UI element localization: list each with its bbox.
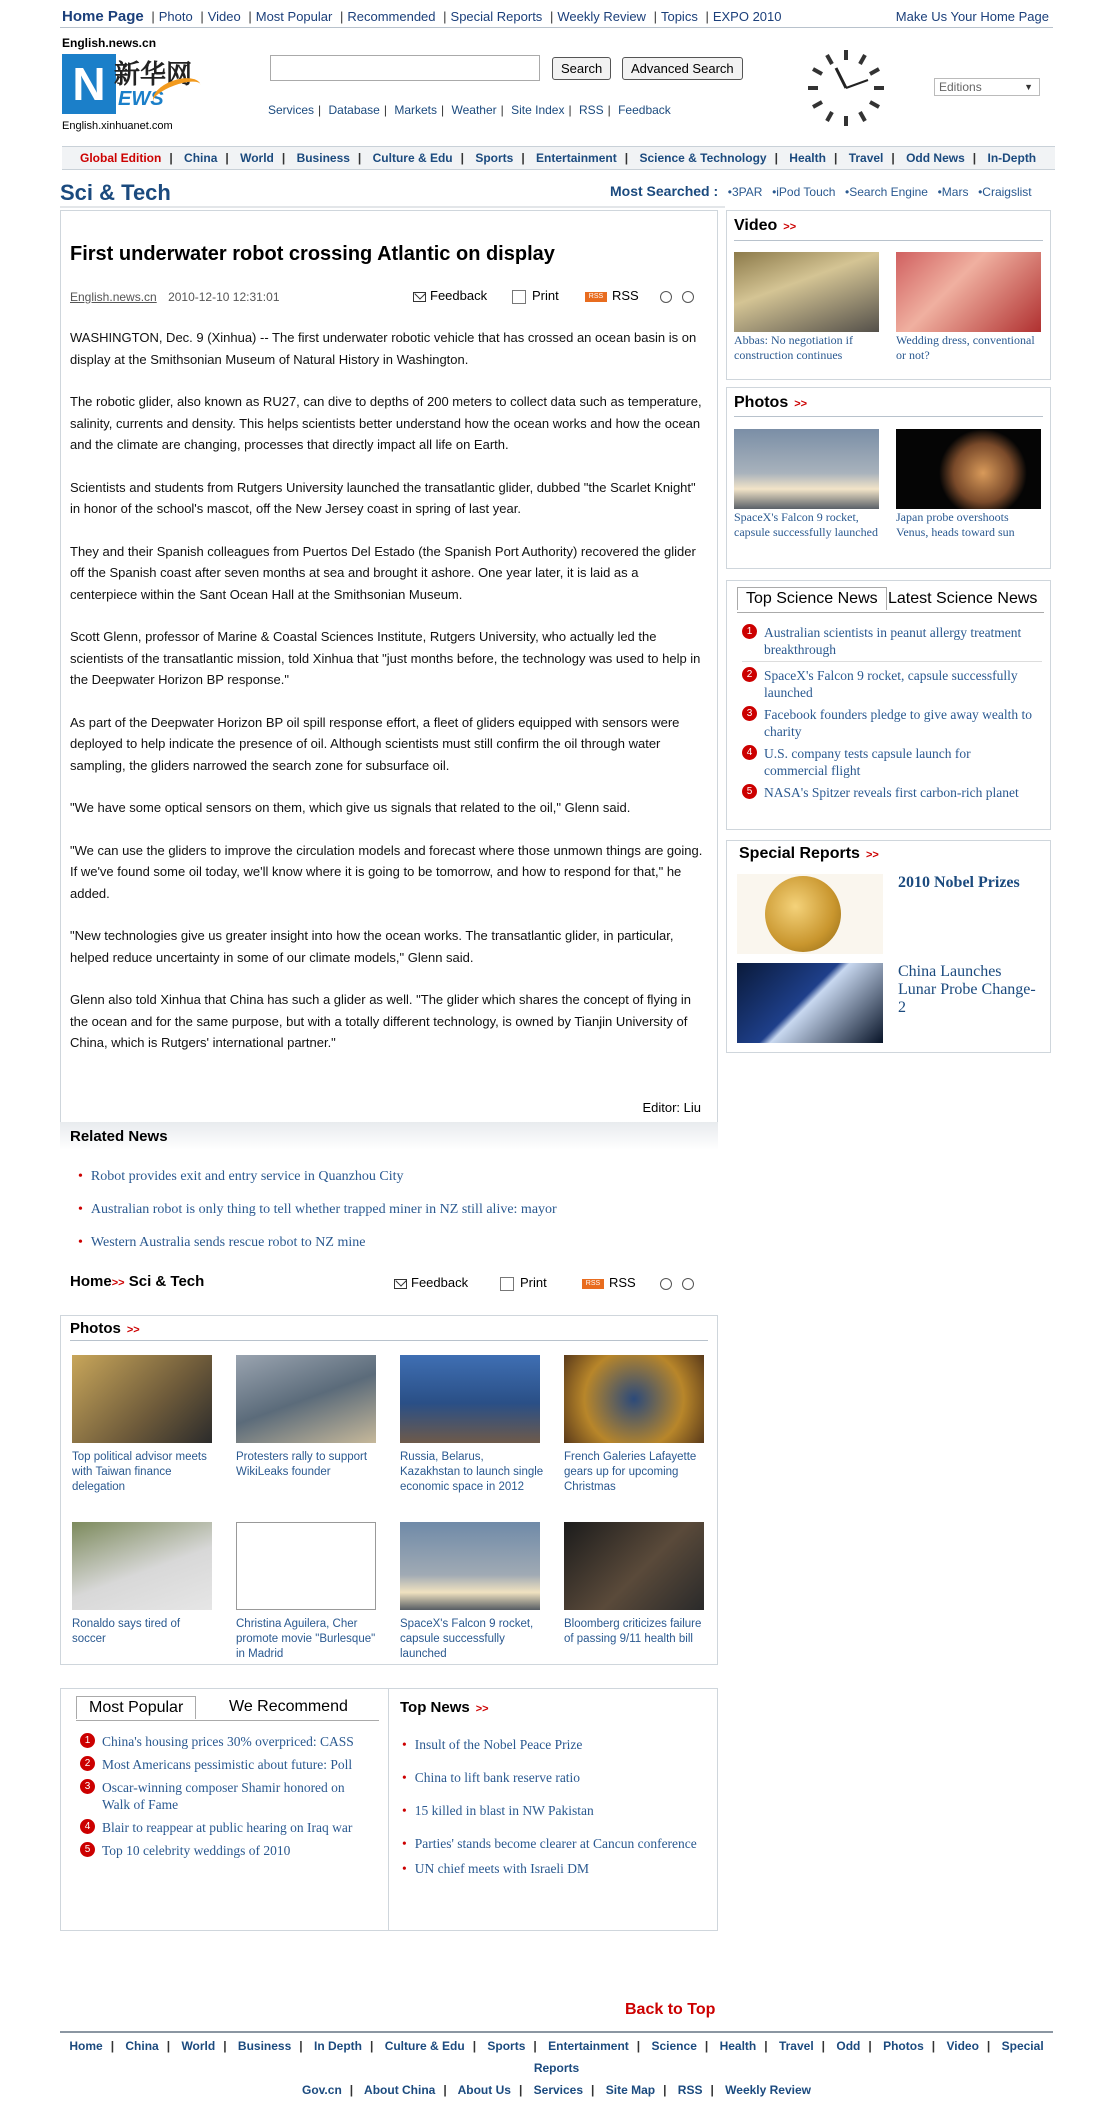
footer-link[interactable]: RSS (677, 2083, 703, 2097)
category-bar: Global Edition | China | World | Business | Culture & Edu | Sports | Entertainment | Science & Technology | Health | Travel | Odd News | In-Depth (62, 146, 1055, 170)
footer-link[interactable]: Health (719, 2039, 757, 2053)
list-item (402, 1736, 707, 1753)
topnav-photo[interactable]: Photo (158, 9, 193, 24)
search-input[interactable] (270, 55, 540, 81)
topnav-most-popular[interactable]: Most Popular (255, 9, 333, 24)
footer-link[interactable]: Culture & Edu (384, 2039, 465, 2053)
rss-label: RSS (609, 1275, 636, 1290)
rank-badge: 2 (80, 1756, 95, 1771)
footer-link[interactable]: Video (946, 2039, 979, 2053)
back-to-top-link[interactable]: Back to Top (625, 2001, 716, 2018)
popular-link[interactable]: Blair to reappear at public hearing on Iraq war (102, 1820, 353, 1835)
bullet-icon: • (402, 1770, 407, 1785)
tab-underline (76, 1720, 379, 1721)
article-date: 2010-12-10 12:31:01 (168, 290, 280, 304)
print-icon (512, 290, 526, 304)
popular-link[interactable]: China's housing prices 30% overpriced: CASS (102, 1734, 354, 1749)
cat-global-edition[interactable]: Global Edition (80, 151, 162, 165)
article-paragraph: Scientists and students from Rutgers University launched the transatlantic glider, dubbed "the Scarlet Knight" in honor of the school's mascot, off the New Jersey coast in spring of last year. (70, 479, 696, 516)
print-label: Print (520, 1275, 547, 1290)
cat-sports[interactable]: Sports (475, 151, 514, 165)
list-item (80, 1819, 380, 1836)
photos-title (70, 1320, 140, 1337)
footer-link[interactable]: Home (69, 2039, 103, 2053)
feedback-label: Feedback (430, 288, 488, 303)
cat-world[interactable]: World (240, 151, 274, 165)
feedback-label: Feedback (411, 1275, 469, 1290)
double-arrow-icon: >> (111, 1277, 125, 1289)
photos-title-text: Photos (70, 1320, 121, 1337)
list-item (742, 624, 1042, 662)
footer-row: Gov.cn | About China | About Us | Services | Site Map | RSS | Weekly Review (301, 2083, 811, 2097)
list-item (402, 1835, 707, 1852)
most-searched-item[interactable]: •iPod Touch (772, 185, 836, 199)
list-item (402, 1860, 707, 1877)
bullet-icon: • (402, 1861, 407, 1876)
cat-health[interactable]: Health (789, 151, 826, 165)
logo-n: N (62, 54, 116, 114)
site-logo[interactable] (62, 36, 192, 134)
envelope-icon (394, 1279, 407, 1289)
science-link[interactable]: Facebook founders pledge to give away wealth to charity (764, 707, 1033, 739)
divider (734, 240, 1043, 241)
top-news-title-text: Top News (400, 1699, 470, 1716)
photo-thumb[interactable] (400, 1355, 540, 1443)
tab-underline (737, 612, 1044, 613)
related-link[interactable]: Australian robot is only thing to tell whether trapped miner in NZ still alive: mayor (90, 1202, 557, 1217)
tab-most-popular[interactable]: Most Popular (76, 1696, 196, 1719)
rank-badge: 2 (742, 667, 757, 682)
video-thumb[interactable] (896, 252, 1041, 332)
photo-caption[interactable]: Russia, Belarus, Kazakhstan to launch single economic space in 2012 (400, 1451, 544, 1493)
cat-in-depth[interactable]: In-Depth (987, 151, 1037, 165)
topnav-special-reports[interactable]: Special Reports (450, 9, 543, 24)
article-paragraph: The robotic glider, also known as RU27, can dive to depths of 200 meters to collect data such as temperature, salinity, currents and density. This helps scientists better understand how the ocean works and how the ocean and the climate are changing, processes that directly impact all life on Earth. (70, 394, 702, 452)
print-label: Print (532, 288, 559, 303)
related-news-list (78, 1160, 557, 1259)
editions-label: Editions (939, 80, 982, 94)
side-photos-title-text: Photos (734, 394, 789, 411)
service-link[interactable]: Markets (394, 103, 438, 117)
topnav-topics[interactable]: Topics (660, 9, 698, 24)
article-paragraph: They and their Spanish colleagues from Puertos Del Estado (the Spanish Port Authority) recovered the glider off the Spanish coast after seven months at sea and brought it ashore. One year later, it is laid as a centerpiece within the Sant Ocean Hall at the Smithsonian Museum. (70, 543, 696, 602)
related-news-title: Related News (70, 1128, 168, 1145)
related-link[interactable]: Western Australia sends rescue robot to NZ mine (90, 1235, 366, 1250)
popular-link[interactable]: Top 10 celebrity weddings of 2010 (102, 1843, 291, 1858)
photo-thumb[interactable] (236, 1522, 376, 1610)
editions-select[interactable] (934, 78, 1040, 96)
zoom-out-icon[interactable] (682, 291, 694, 303)
list-item (80, 1779, 380, 1813)
footer-nav (60, 2035, 1053, 2101)
footer-link[interactable]: Photos (883, 2039, 924, 2053)
list-item (742, 706, 1042, 740)
section-title: Sci & Tech (60, 180, 171, 205)
list-item (742, 784, 1042, 801)
tab-latest-science-news[interactable]: Latest Science News (888, 590, 1038, 607)
rss-icon: RSS (582, 1279, 604, 1289)
clock-icon (806, 48, 886, 128)
logo-site-name: English.news.cn (62, 36, 157, 50)
list-item (80, 1756, 380, 1773)
special-report-link[interactable]: 2010 Nobel Prizes (898, 874, 1020, 891)
footer-link[interactable]: Gov.cn (301, 2083, 342, 2097)
double-arrow-icon: >> (865, 849, 879, 861)
top-divider (60, 27, 1053, 28)
search-button[interactable]: Search (552, 57, 611, 80)
article-title: First underwater robot crossing Atlantic on display (70, 243, 555, 265)
article-paragraph: "We can use the gliders to improve the circulation models and forecast where those unmown things are going. If we've found some oil today, we'll know where it is going to be tomorrow, and how to respond for that," he added. (70, 842, 703, 901)
article-paragraph: "We have some optical sensors on them, which give us signals that related to the oil," Glenn said. (70, 800, 631, 815)
top-news-list (402, 1736, 707, 1877)
special-reports-title (739, 845, 879, 863)
divider (734, 416, 1043, 417)
special-report-thumb[interactable] (737, 963, 883, 1043)
rank-badge: 5 (742, 784, 757, 799)
footer-link[interactable]: Services (533, 2083, 584, 2097)
most-searched-item[interactable]: •Search Engine (845, 185, 928, 199)
bullet-icon: • (402, 1737, 407, 1752)
footer-link[interactable]: China (125, 2039, 159, 2053)
cat-business[interactable]: Business (296, 151, 350, 165)
side-photo-thumb[interactable] (734, 429, 879, 509)
related-news-header (60, 1122, 718, 1150)
footer-link[interactable]: Site Map (605, 2083, 656, 2097)
top-nav: Home Page | Photo | Video | Most Popular | Recommended | Special Reports | Weekly Review | Topics | EXPO 2010 (62, 8, 782, 25)
cat-travel[interactable]: Travel (848, 151, 884, 165)
zoom-in-icon[interactable] (660, 291, 672, 303)
print-icon (500, 1277, 514, 1291)
photo-thumb[interactable] (72, 1355, 212, 1443)
most-popular-list (80, 1733, 380, 1865)
footer-link[interactable]: Odd (836, 2039, 861, 2053)
topnav-recommended[interactable]: Recommended (347, 9, 436, 24)
top-news-link[interactable]: Parties' stands become clearer at Cancun conference (414, 1836, 697, 1851)
cat-odd-news[interactable]: Odd News (906, 151, 965, 165)
list-item (742, 745, 1042, 779)
photo-thumb[interactable] (72, 1522, 212, 1610)
service-link[interactable]: Feedback (618, 103, 671, 117)
top-news-link[interactable]: UN chief meets with Israeli DM (414, 1861, 590, 1876)
service-link[interactable]: Weather (451, 103, 497, 117)
rank-badge: 1 (80, 1733, 95, 1748)
side-photos-title (734, 394, 807, 412)
list-item (80, 1733, 380, 1750)
tab-top-science-news[interactable]: Top Science News (737, 587, 887, 610)
cat-science[interactable]: Science & Technology (639, 151, 767, 165)
rss-tool[interactable] (582, 1275, 636, 1290)
cat-entertainment[interactable]: Entertainment (536, 151, 617, 165)
video-title (734, 217, 796, 235)
bullet-icon: • (78, 1202, 83, 1217)
list-item (78, 1226, 557, 1259)
related-link[interactable]: Robot provides exit and entry service in Quanzhou City (90, 1169, 404, 1184)
most-searched-item[interactable]: •3PAR (727, 185, 763, 199)
double-arrow-icon: >> (783, 221, 797, 233)
footer-link[interactable]: About Us (457, 2083, 511, 2097)
photo-caption[interactable]: Bloomberg criticizes failure of passing 9/11 health bill (564, 1618, 702, 1645)
side-photo-caption[interactable]: Japan probe overshoots Venus, heads toward sun (896, 510, 1015, 539)
envelope-icon (413, 292, 426, 302)
list-item (402, 1802, 707, 1819)
service-links: Services | Database | Markets | Weather | Site Index | RSS | Feedback (268, 103, 671, 117)
divider (70, 1340, 708, 1341)
photo-caption[interactable]: Christina Aguilera, Cher promote movie "Burlesque" in Madrid (236, 1618, 376, 1660)
video-caption[interactable]: Wedding dress, conventional or not? (896, 333, 1035, 362)
rss-label: RSS (612, 288, 639, 303)
most-searched-item[interactable]: •Mars (937, 185, 969, 199)
zoom-tools (650, 1275, 694, 1290)
photo-thumb[interactable] (400, 1522, 540, 1610)
chevron-down-icon: ▼ (1024, 82, 1033, 92)
breadcrumb-section[interactable]: Sci & Tech (128, 1273, 205, 1290)
service-link[interactable]: Database (328, 103, 380, 117)
rank-badge: 4 (80, 1819, 95, 1834)
tab-we-recommend[interactable]: We Recommend (229, 1698, 348, 1715)
top-news-title (400, 1699, 489, 1716)
rank-badge: 4 (742, 745, 757, 760)
footer-row: Home | China | World | Business | In Depth | Culture & Edu | Sports | Entertainment | Science | Health | Travel | Odd | Photos | Video | Special Reports (69, 2039, 1044, 2075)
top-news-link[interactable]: China to lift bank reserve ratio (414, 1770, 581, 1785)
rss-icon: RSS (585, 292, 607, 302)
footer-link[interactable]: Weekly Review (725, 2083, 811, 2097)
special-report-link[interactable]: China Launches Lunar Probe Change-2 (898, 963, 1036, 1016)
article-body (70, 327, 706, 1075)
list-item (78, 1160, 557, 1193)
most-searched-item[interactable]: •Craigslist (978, 185, 1032, 199)
zoom-in-icon[interactable] (660, 1278, 672, 1290)
article-meta (70, 290, 280, 304)
logo-chinese: 新华网 (114, 59, 193, 89)
service-link[interactable]: RSS (578, 103, 604, 117)
popular-link[interactable]: Oscar-winning composer Shamir honored on Walk of Fame (102, 1780, 345, 1812)
special-report-thumb[interactable] (737, 874, 883, 954)
photo-caption[interactable]: Protesters rally to support WikiLeaks founder (236, 1451, 368, 1478)
logo-subdomain: English.xinhuanet.com (62, 120, 173, 132)
rank-badge: 3 (742, 706, 757, 721)
article-paragraph: WASHINGTON, Dec. 9 (Xinhua) -- The first underwater robotic vehicle that has crossed an ocean basin is on display at the Smithsonian Museum of Natural History in Washington. (70, 330, 697, 367)
list-item (78, 1193, 557, 1226)
rank-badge: 3 (80, 1779, 95, 1794)
photo-caption[interactable]: SpaceX's Falcon 9 rocket, capsule successfully launched (400, 1618, 534, 1660)
medal-icon (765, 876, 841, 952)
article-paragraph: As part of the Deepwater Horizon BP oil spill response effort, a fleet of gliders equipped with sensors were deployed to help indicate the presence of oil. Although scientists must still confirm the oil through water sampling, the gliders narrowed the search zone for subsurface oil. (70, 714, 680, 773)
science-link[interactable]: Australian scientists in peanut allergy treatment breakthrough (764, 625, 1022, 657)
footer-link[interactable]: Science (651, 2039, 697, 2053)
video-caption[interactable]: Abbas: No negotiation if construction continues (734, 333, 853, 362)
most-searched-label: Most Searched : (610, 183, 719, 199)
side-photo-caption[interactable]: SpaceX's Falcon 9 rocket, capsule successfully launched (734, 510, 878, 539)
video-thumb[interactable] (734, 252, 879, 332)
article-editor: Editor: Liu (642, 1100, 701, 1115)
science-link[interactable]: NASA's Spitzer reveals first carbon-rich planet (764, 785, 1019, 800)
top-news-link[interactable]: Insult of the Nobel Peace Prize (414, 1737, 583, 1752)
footer-link[interactable]: About China (364, 2083, 436, 2097)
video-title-text: Video (734, 217, 778, 234)
bullet-icon: • (78, 1235, 83, 1250)
topnav-home-link[interactable]: Home Page (62, 8, 144, 25)
list-item (402, 1769, 707, 1786)
service-link[interactable]: Services (268, 103, 315, 117)
footer-link[interactable]: Business (237, 2039, 292, 2053)
footer-divider (60, 2031, 1053, 2033)
feedback-tool[interactable] (394, 1275, 468, 1290)
article-source[interactable]: English.news.cn (70, 290, 157, 304)
breadcrumb (70, 1273, 204, 1290)
double-arrow-icon: >> (475, 1703, 489, 1715)
zoom-out-icon[interactable] (682, 1278, 694, 1290)
bullet-icon: • (78, 1169, 83, 1184)
rss-tool[interactable] (585, 288, 639, 303)
topnav-expo[interactable]: EXPO 2010 (712, 9, 782, 24)
footer-link[interactable]: Entertainment (548, 2039, 629, 2053)
footer-link[interactable]: Travel (778, 2039, 814, 2053)
rank-badge: 5 (80, 1842, 95, 1857)
photo-caption[interactable]: Ronaldo says tired of soccer (72, 1618, 181, 1645)
side-photo-thumb[interactable] (896, 429, 1041, 509)
breadcrumb-home[interactable]: Home (70, 1273, 112, 1290)
topnav-weekly-review[interactable]: Weekly Review (557, 9, 646, 24)
science-link[interactable]: U.S. company tests capsule launch for commercial flight (764, 746, 971, 778)
feedback-tool[interactable] (413, 288, 487, 303)
rank-badge: 1 (742, 624, 757, 639)
logo-news: EWS (118, 88, 164, 110)
cat-china[interactable]: China (184, 151, 218, 165)
list-item (742, 667, 1042, 701)
science-news-list (742, 624, 1042, 801)
footer-link[interactable]: In Depth (313, 2039, 362, 2053)
footer-link[interactable]: World (181, 2039, 216, 2053)
photo-thumb[interactable] (564, 1355, 704, 1443)
footer-link[interactable]: Special Reports (533, 2039, 1044, 2075)
topnav-video[interactable]: Video (207, 9, 241, 24)
science-link[interactable]: SpaceX's Falcon 9 rocket, capsule successfully launched (764, 668, 1018, 700)
footer-link[interactable]: Sports (487, 2039, 526, 2053)
double-arrow-icon: >> (126, 1324, 140, 1336)
photo-caption[interactable]: Top political advisor meets with Taiwan finance delegation (72, 1451, 207, 1493)
print-tool[interactable] (500, 1275, 547, 1291)
photo-caption[interactable]: French Galeries Lafayette gears up for upcoming Christmas (564, 1451, 697, 1493)
cat-culture[interactable]: Culture & Edu (372, 151, 453, 165)
service-link[interactable]: Site Index (511, 103, 565, 117)
section-underline (60, 206, 725, 208)
popular-link[interactable]: Most Americans pessimistic about future: Poll (102, 1757, 353, 1772)
list-item (80, 1842, 380, 1859)
zoom-tools (650, 288, 694, 303)
article-paragraph: Scott Glenn, professor of Marine & Coastal Sciences Institute, Rutgers University, who actually led the scientists of the transatlantic mission, told Xinhua that "just months before, the technology was used to help in the Deepwater Horizon BP response." (70, 629, 701, 687)
bullet-icon: • (402, 1836, 407, 1851)
photo-thumb[interactable] (564, 1522, 704, 1610)
make-home-link[interactable]: Make Us Your Home Page (895, 9, 1049, 24)
most-searched (610, 183, 1032, 199)
divider (388, 1688, 389, 1931)
special-reports-title-text: Special Reports (739, 845, 860, 862)
article-paragraph: "New technologies give us greater insight into how the ocean works. The transatlantic glider, in particular, helped reduce uncertainty in some of our climate models," Glenn said. (70, 928, 674, 965)
bullet-icon: • (402, 1803, 407, 1818)
print-tool[interactable] (512, 288, 559, 304)
advanced-search-button[interactable]: Advanced Search (622, 57, 743, 80)
article-paragraph: Glenn also told Xinhua that China has such a glider as well. "The glider which shares the concept of flying in the ocean and for the same purpose, but with a totally different technology, is owned by Tianjin University of China, which is Rutgers' international partner." (70, 992, 692, 1050)
double-arrow-icon: >> (794, 398, 808, 410)
photo-thumb[interactable] (236, 1355, 376, 1443)
top-news-link[interactable]: 15 killed in blast in NW Pakistan (414, 1803, 594, 1818)
